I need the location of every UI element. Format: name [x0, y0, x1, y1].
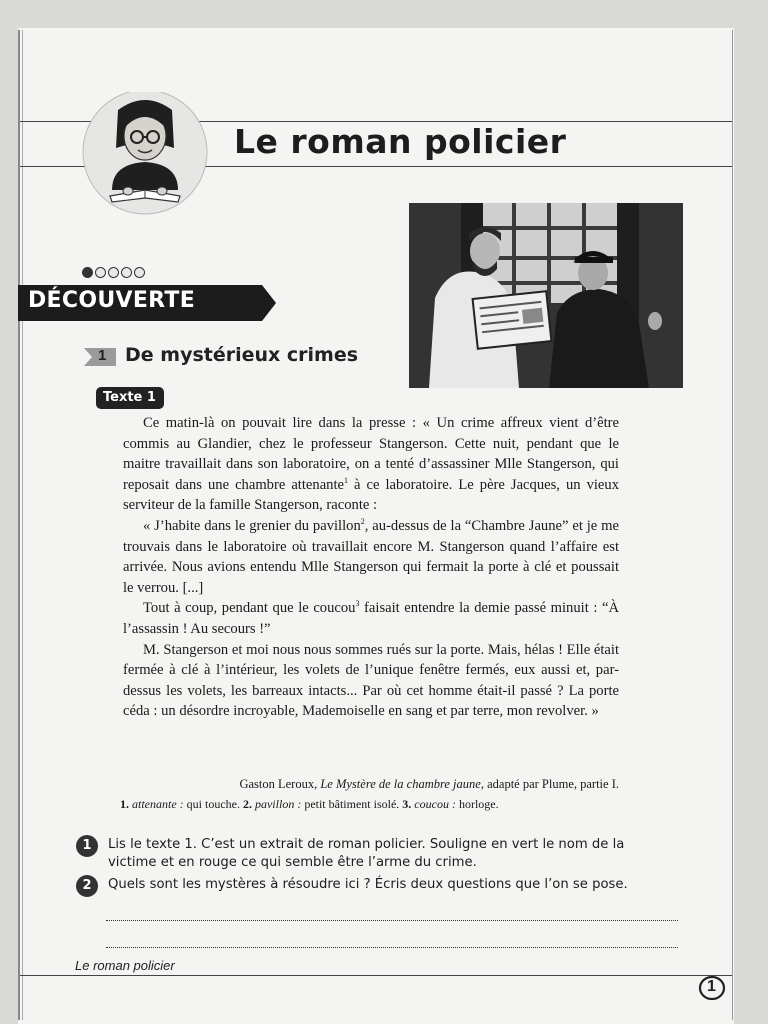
passage-paragraph: « J’habite dans le grenier du pavillon$^2$, au-dessus de la “Chambre Jaune” et je me trouvais dans le laboratoire où travaillait encore M. Stangerson quand l’affaire est arrivée. Nous avions entendu Mlle Stangerson qui fermait la porte à clé et poussait le verrou. [...]	[123, 517, 619, 596]
detectives-illustration	[409, 203, 683, 388]
progress-dot	[82, 267, 93, 278]
answer-line[interactable]	[106, 920, 678, 921]
question-text: Quels sont les mystères à résoudre ici ? Écris deux questions que l’on se pose.	[108, 877, 628, 892]
page-edge	[18, 30, 20, 1020]
footnotes: 1. attenante : qui touche. 2. pavillon : petit bâtiment isolé. 3. coucou : horloge.	[120, 797, 499, 811]
footer-rule	[20, 975, 732, 976]
running-title: Le roman policier	[75, 958, 175, 973]
page-edge	[22, 30, 23, 1020]
progress-dot	[121, 267, 132, 278]
section-banner: DÉCOUVERTE	[28, 288, 196, 313]
section-title: De mystérieux crimes	[125, 344, 359, 366]
source-citation: Gaston Leroux, Le Mystère de la chambre jaune, adapté par Plume, partie I.	[239, 777, 619, 791]
page-edge	[732, 30, 733, 1020]
page-title: Le roman policier	[234, 122, 567, 161]
question-text: Lis le texte 1. C’est un extrait de roman policier. Souligne en vert le nom de la victime et en rouge ce qui semble être l’arme du crime.	[108, 837, 625, 870]
progress-dot	[95, 267, 106, 278]
text-badge: Texte 1	[96, 387, 164, 409]
reading-girl-illustration	[82, 92, 208, 218]
passage-paragraph: Ce matin-là on pouvait lire dans la presse : « Un crime affreux vient d’être commis au Glandier, chez le professeur Stangerson. Cette nuit, pendant que le maitre travaillait dans son laboratoire, on a tenté d’assassiner Mlle Stangerson, qui reposait dans une chambre attenante$^1$ à ce laboratoire. Le père Jacques, un vieux serviteur de la famille Stangerson, raconte :	[123, 415, 619, 514]
progress-dots	[82, 267, 145, 278]
progress-dot	[134, 267, 145, 278]
passage-paragraph: M. Stangerson et moi nous nous sommes rués sur la porte. Mais, hélas ! Elle était fermée à clé à l’intérieur, les volets de l’unique fenêtre fermés, eux aussi et, par-dessus les volets, les barreaux intacts... Par où cet homme était-il passé ? La porte céda : un désordre incroyable, Mademoiselle en sang et par terre, mon revolver. »	[123, 641, 619, 720]
section-number: 1	[98, 347, 107, 364]
section-number-badge	[84, 346, 116, 368]
passage-paragraph: Tout à coup, pendant que le coucou$^3$ faisait entendre la demie passé minuit : “À l’assassin ! Au secours !”	[123, 599, 619, 637]
question-number: 2	[76, 875, 98, 897]
page-number: 1	[698, 975, 726, 1001]
answer-line[interactable]	[106, 947, 678, 948]
passage	[123, 413, 619, 722]
question-number: 1	[76, 835, 98, 857]
progress-dot	[108, 267, 119, 278]
